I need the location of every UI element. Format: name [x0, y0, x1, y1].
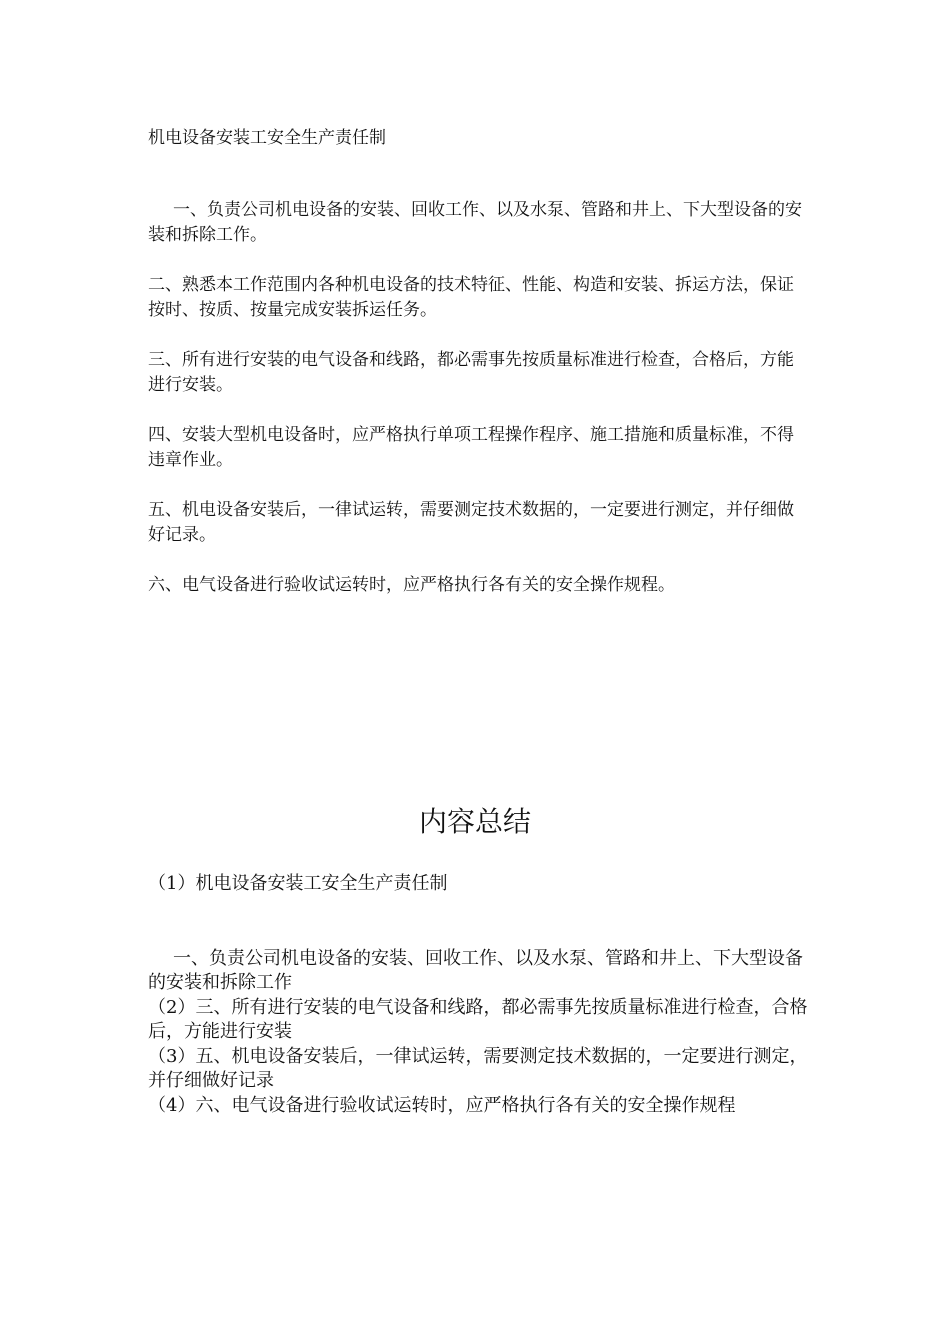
- paragraph-2: 二、熟悉本工作范围内各种机电设备的技术特征、性能、构造和安装、拆运方法，保证按时、按质、按量完成安装拆运任务。: [148, 275, 794, 320]
- summary-item-3: （3）五、机电设备安装后，一律试运转，需要测定技术数据的，一定要进行测定，并仔细做好记录: [148, 1046, 808, 1091]
- summary-heading: 内容总结: [418, 805, 531, 838]
- paragraph-1: 一、负责公司机电设备的安装、回收工作、以及水泵、管路和井上、下大型设备的安装和拆除工作。: [148, 200, 802, 245]
- paragraph-5: 五、机电设备安装后，一律试运转，需要测定技术数据的，一定要进行测定，并仔细做好记录。: [148, 500, 794, 545]
- summary-item-1-title: （1）机电设备安装工安全生产责任制: [148, 873, 448, 894]
- document-title: 机电设备安装工安全生产责任制: [148, 128, 386, 148]
- paragraph-3: 三、所有进行安装的电气设备和线路，都必需事先按质量标准进行检查，合格后，方能进行安装。: [148, 350, 794, 395]
- summary-item-4: （4）六、电气设备进行验收试运转时，应严格执行各有关的安全操作规程: [148, 1095, 736, 1116]
- summary-item-1-body: 一、负责公司机电设备的安装、回收工作、以及水泵、管路和井上、下大型设备的安装和拆除工作: [148, 948, 803, 993]
- paragraph-4: 四、安装大型机电设备时，应严格执行单项工程操作程序、施工措施和质量标准，不得违章作业。: [148, 425, 794, 470]
- summary-item-2: （2）三、所有进行安装的电气设备和线路，都必需事先按质量标准进行检查，合格后，方能进行安装: [148, 997, 808, 1042]
- paragraph-6: 六、电气设备进行验收试运转时，应严格执行各有关的安全操作规程。: [148, 575, 675, 595]
